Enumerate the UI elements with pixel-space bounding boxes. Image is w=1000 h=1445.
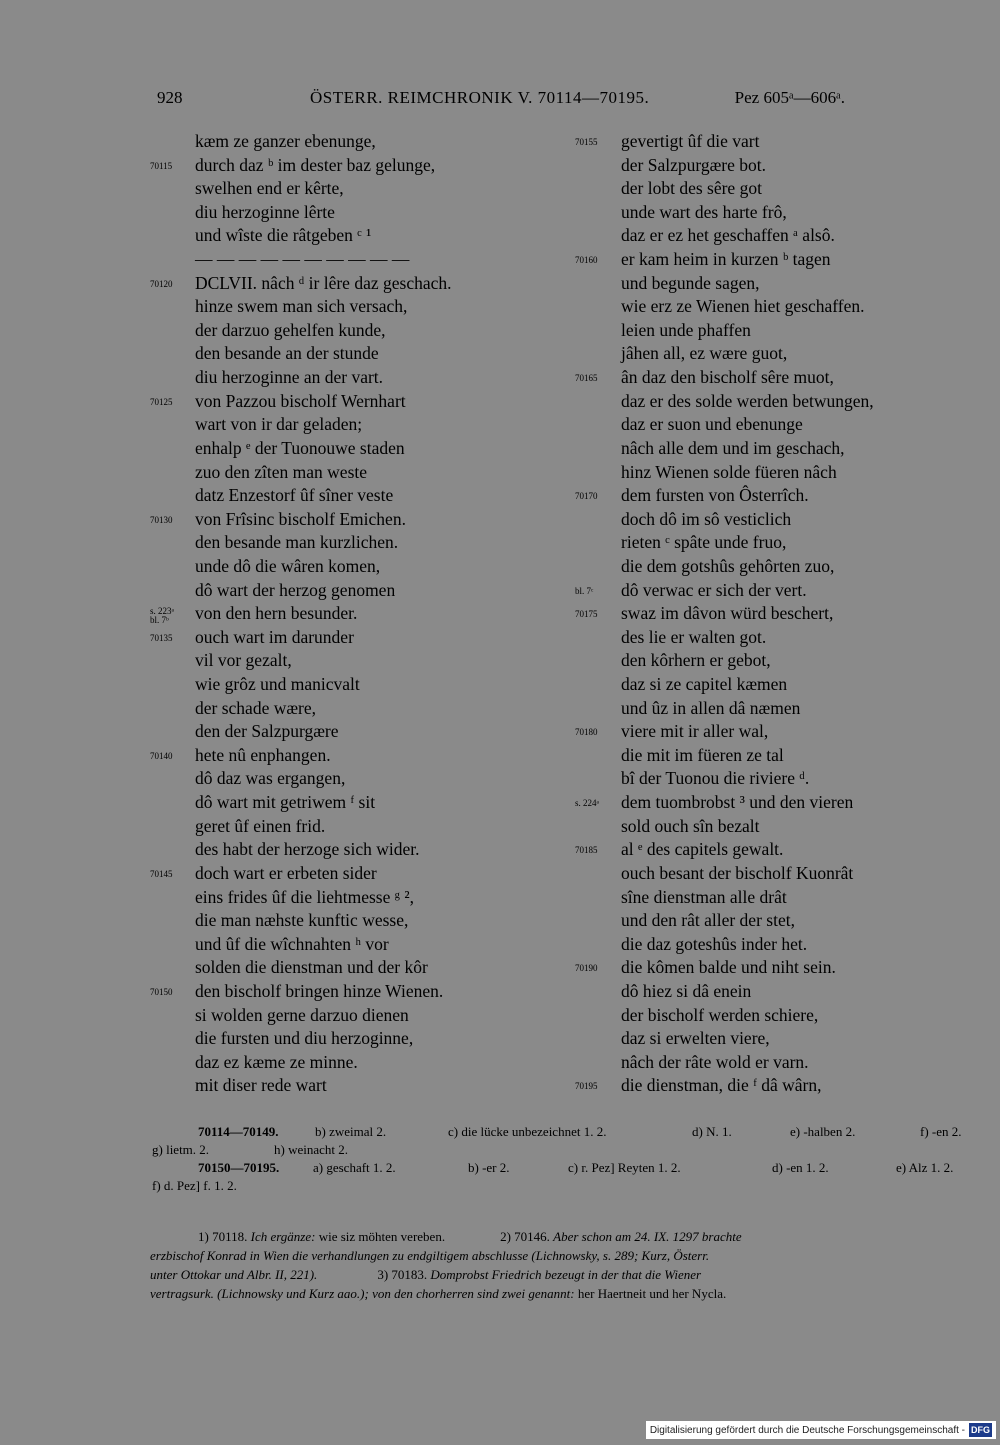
footer-text: Digitalisierung gefördert durch die Deutsche Forschungsgemeinschaft -	[649, 1425, 965, 1436]
line-number: 70185	[575, 845, 598, 856]
verse-text: — — — — — — — — — —	[195, 249, 410, 270]
verse-line	[575, 720, 995, 744]
verse-line	[575, 909, 995, 933]
verse-text: si wolden gerne darzuo dienen	[195, 1004, 409, 1025]
verse-text: die dem gotshûs gehôrten zuo,	[621, 555, 835, 576]
verse-line	[150, 319, 580, 343]
apparatus-row	[150, 1177, 980, 1195]
verse-text: und ûz in allen dâ næmen	[621, 697, 801, 718]
verse-text: wie erz ze Wienen hiet geschaffen.	[621, 296, 865, 317]
verse-text: dem tuombrobst ³ und den vieren	[621, 792, 854, 813]
apparatus-entry: e) Alz 1. 2.	[896, 1160, 954, 1175]
verse-text: bî der Tuonou die riviere ᵈ.	[621, 768, 810, 789]
verse-line	[575, 697, 995, 721]
verse-line	[575, 342, 995, 366]
apparatus-entry: d) N. 1.	[692, 1124, 732, 1139]
verse-line	[150, 390, 580, 414]
verse-line	[150, 413, 580, 437]
verse-line	[575, 602, 995, 626]
verse-text: daz er suon und ebenunge	[621, 414, 803, 435]
verse-line	[150, 342, 580, 366]
verse-line	[150, 484, 580, 508]
verse-line	[575, 531, 995, 555]
line-number: 70135	[150, 632, 173, 643]
verse-line	[575, 744, 995, 768]
verse-line	[150, 1074, 580, 1098]
verse-line	[150, 649, 580, 673]
verse-line	[150, 130, 580, 154]
verse-line	[150, 673, 580, 697]
pez-reference: Pez 605ᵃ—606ᵃ.	[734, 88, 845, 107]
footnotes	[150, 1227, 980, 1303]
apparatus-entry: c) r. Pez] Reyten 1. 2.	[568, 1160, 681, 1175]
verse-text: hete nû enphangen.	[195, 744, 331, 765]
apparatus-entry: f) -en 2.	[920, 1124, 962, 1139]
verse-line	[575, 319, 995, 343]
verse-text: unde dô die wâren komen,	[195, 555, 381, 576]
verse-text: dô wart mit getriwem ᶠ sit	[195, 792, 376, 813]
verse-text: vil vor gezalt,	[195, 650, 292, 671]
verse-text: daz si ze capitel kæmen	[621, 674, 788, 695]
line-number: s. 224ᵃ	[575, 798, 599, 809]
line-number: 70165	[575, 373, 598, 384]
verse-text: dô daz was ergangen,	[195, 768, 346, 789]
verse-text: ouch wart im darunder	[195, 626, 354, 647]
critical-apparatus	[150, 1123, 980, 1195]
footnote-line: vertragsurk. (Lichnowsky und Kurz aao.); von den chorherren sind zwei genannt: her Haertneit und her Nycla.	[150, 1286, 727, 1301]
verse-text: der schade wære,	[195, 697, 316, 718]
verse-line	[150, 248, 580, 272]
verse-line	[150, 461, 580, 485]
verse-line	[150, 933, 580, 957]
verse-line	[150, 437, 580, 461]
footnote-line: unter Ottokar und Albr. II, 221). 3) 70183. Domprobst Friedrich bezeugt in der that die Wiener	[150, 1267, 702, 1282]
verse-text: den der Salzpurgære	[195, 721, 339, 742]
verse-text: diu herzoginne an der vart.	[195, 367, 384, 388]
verse-line	[575, 201, 995, 225]
verse-text: rieten ᶜ spâte unde fruo,	[621, 532, 787, 553]
verse-text: zuo den zîten man weste	[195, 461, 368, 482]
apparatus-entry: a) geschaft 1. 2.	[313, 1160, 396, 1175]
verse-text: diu herzoginne lêrte	[195, 201, 335, 222]
verse-line	[150, 201, 580, 225]
verse-text: des lie er walten got.	[621, 626, 767, 647]
verse-text: hinze swem man sich versach,	[195, 296, 408, 317]
line-number: 70195	[575, 1081, 598, 1092]
verse-text: daz si erwelten viere,	[621, 1028, 770, 1049]
verse-text: dô hiez si dâ enein	[621, 980, 752, 1001]
verse-text: und ûf die wîchnahten ʰ vor	[195, 933, 389, 954]
verse-line	[150, 272, 580, 296]
apparatus-entry: d) -en 1. 2.	[772, 1160, 829, 1175]
verse-line	[150, 744, 580, 768]
verse-line	[575, 886, 995, 910]
verse-text: und den rât aller der stet,	[621, 910, 795, 931]
verse-line	[575, 437, 995, 461]
apparatus-entry: h) weinacht 2.	[274, 1142, 349, 1157]
verse-text: doch wart er erbeten sider	[195, 862, 377, 883]
verse-line	[150, 720, 580, 744]
verse-line	[150, 224, 580, 248]
verse-line	[575, 767, 995, 791]
verse-line	[150, 886, 580, 910]
verse-text: der darzuo gehelfen kunde,	[195, 319, 386, 340]
verse-line	[575, 366, 995, 390]
verse-line	[575, 1051, 995, 1075]
verse-text: daz er ez het geschaffen ᵃ alsô.	[621, 225, 835, 246]
dfg-funding-footer	[646, 1421, 996, 1439]
verse-text: wart von ir dar geladen;	[195, 414, 363, 435]
verse-line	[575, 295, 995, 319]
verse-text: den kôrhern er gebot,	[621, 650, 771, 671]
verse-text: den besande an der stunde	[195, 343, 379, 364]
line-number: 70120	[150, 278, 173, 289]
verse-line	[575, 815, 995, 839]
verse-text: daz er des solde werden betwungen,	[621, 390, 874, 411]
verse-line	[575, 673, 995, 697]
page-header	[155, 88, 845, 112]
verse-text: eins frides ûf die liehtmesse ᵍ ²,	[195, 886, 414, 907]
apparatus-row	[150, 1141, 980, 1159]
verse-text: ân daz den bischolf sêre muot,	[621, 367, 834, 388]
verse-text: enhalp ᵉ der Tuonouwe staden	[195, 437, 405, 458]
line-number: 70190	[575, 963, 598, 974]
verse-text: gevertigt ûf die vart	[621, 131, 760, 151]
verse-text: leien unde phaffen	[621, 319, 751, 340]
verse-line	[575, 1004, 995, 1028]
verse-text: von Pazzou bischolf Wernhart	[195, 390, 406, 411]
verse-line	[150, 508, 580, 532]
verse-line	[150, 1051, 580, 1075]
verse-line	[575, 248, 995, 272]
apparatus-range: 70114—70149.	[198, 1124, 279, 1139]
line-number: 70150	[150, 986, 173, 997]
verse-line	[150, 295, 580, 319]
line-number: 70145	[150, 868, 173, 879]
verse-line	[575, 1027, 995, 1051]
verse-line	[575, 1074, 995, 1098]
verse-line	[575, 224, 995, 248]
verse-line	[150, 366, 580, 390]
verse-line	[575, 272, 995, 296]
verse-text: und wîste die râtgeben ᶜ ¹	[195, 225, 372, 246]
line-number: 70175	[575, 609, 598, 620]
line-number: 70180	[575, 727, 598, 738]
verse-line	[150, 1027, 580, 1051]
verse-line	[150, 980, 580, 1004]
apparatus-row	[150, 1159, 980, 1177]
line-number: 70130	[150, 514, 173, 525]
line-number: 70155	[575, 137, 598, 147]
verse-line	[575, 626, 995, 650]
verse-text: von den hern besunder.	[195, 603, 358, 624]
verse-text: er kam heim in kurzen ᵇ tagen	[621, 249, 831, 270]
line-number: s. 223ᵃ bl. 7ᵇ	[150, 606, 174, 626]
verse-line	[150, 956, 580, 980]
verse-text: hinz Wienen solde füeren nâch	[621, 461, 837, 482]
verse-line	[575, 579, 995, 603]
verse-text: die mit im füeren ze tal	[621, 744, 784, 765]
verse-line	[150, 697, 580, 721]
apparatus-entry: c) die lücke unbezeichnet 1. 2.	[448, 1124, 607, 1139]
verse-text: der lobt des sêre got	[621, 178, 762, 199]
verse-text: die fursten und diu herzoginne,	[195, 1028, 414, 1049]
right-verse-column	[575, 130, 995, 1098]
dfg-logo: DFG	[971, 1425, 990, 1435]
verse-text: sîne dienstman alle drât	[621, 886, 787, 907]
verse-text: kæm ze ganzer ebenunge,	[195, 131, 376, 151]
verse-line	[575, 956, 995, 980]
verse-line	[575, 862, 995, 886]
verse-line	[150, 815, 580, 839]
verse-line	[150, 767, 580, 791]
verse-text: dô verwac er sich der vert.	[621, 579, 807, 600]
page-number: 928	[157, 88, 183, 107]
verse-text: den besande man kurzlichen.	[195, 532, 399, 553]
verse-text: den bischolf bringen hinze Wienen.	[195, 980, 444, 1001]
apparatus-row	[150, 1123, 980, 1141]
verse-line	[575, 791, 995, 815]
verse-text: DCLVII. nâch ᵈ ir lêre daz geschach.	[195, 272, 452, 293]
apparatus-entry: g) lietm. 2.	[152, 1142, 210, 1157]
verse-text: swelhen end er kêrte,	[195, 178, 344, 199]
verse-line	[575, 484, 995, 508]
apparatus-range: 70150—70195.	[198, 1160, 280, 1175]
apparatus-entry: b) -er 2.	[468, 1160, 510, 1175]
verse-text: swaz im dâvon würd beschert,	[621, 603, 834, 624]
line-number: 70125	[150, 396, 173, 407]
verse-text: mit diser rede wart	[195, 1075, 327, 1096]
line-number: 70115	[150, 160, 173, 171]
verse-line	[575, 177, 995, 201]
verse-line	[575, 154, 995, 178]
verse-line	[150, 177, 580, 201]
footnote-line: erzbischof Konrad in Wien die verhandlungen zu endgiltigem abschlusse (Lichnowsky, s. 289; Kurz, Österr.	[150, 1248, 710, 1263]
verse-text: ouch besant der bischolf Kuonrât	[621, 862, 854, 883]
verse-text: doch dô im sô vesticlich	[621, 508, 792, 529]
left-verse-column	[150, 130, 580, 1098]
verse-text: die daz goteshûs inder het.	[621, 933, 808, 954]
verse-text: von Frîsinc bischolf Emichen.	[195, 508, 406, 529]
verse-line	[150, 555, 580, 579]
verse-text: geret ûf einen frid.	[195, 815, 326, 836]
verse-text: nâch alle dem und im geschach,	[621, 437, 845, 458]
verse-text: die kômen balde und niht sein.	[621, 957, 836, 978]
verse-line	[150, 602, 580, 626]
verse-line	[150, 791, 580, 815]
verse-line	[575, 838, 995, 862]
line-number: 70160	[575, 255, 598, 266]
verse-line	[575, 933, 995, 957]
verse-line	[150, 1004, 580, 1028]
verse-line	[150, 909, 580, 933]
verse-text: viere mit ir aller wal,	[621, 721, 769, 742]
verse-text: der bischolf werden schiere,	[621, 1004, 819, 1025]
verse-line	[150, 154, 580, 178]
verse-line	[150, 579, 580, 603]
verse-text: des habt der herzoge sich wider.	[195, 839, 420, 860]
verse-text: solden die dienstman und der kôr	[195, 957, 428, 978]
verse-line	[575, 555, 995, 579]
verse-text: datz Enzestorf ûf sîner veste	[195, 485, 394, 506]
verse-text: und begunde sagen,	[621, 272, 760, 293]
verse-text: dô wart der herzog genomen	[195, 579, 396, 600]
line-number: 70140	[150, 750, 173, 761]
verse-text: dem fursten von Ôsterrîch.	[621, 485, 809, 506]
verse-text: daz ez kæme ze minne.	[195, 1051, 358, 1072]
verse-text: wie grôz und manicvalt	[195, 674, 360, 695]
verse-line	[575, 390, 995, 414]
verse-text: unde wart des harte frô,	[621, 201, 787, 222]
verse-text: nâch der râte wold er varn.	[621, 1051, 809, 1072]
apparatus-entry: b) zweimal 2.	[315, 1124, 387, 1139]
verse-line	[575, 413, 995, 437]
footnote-line: 1) 70118. Ich ergänze: wie siz möhten vereben. 2) 70146. Aber schon am 24. IX. 1297 brachte	[198, 1229, 742, 1244]
verse-line	[150, 838, 580, 862]
verse-text: jâhen all, ez wære guot,	[621, 343, 788, 364]
verse-line	[575, 980, 995, 1004]
line-number: 70170	[575, 491, 598, 502]
verse-line	[575, 130, 995, 154]
verse-line	[150, 862, 580, 886]
verse-line	[575, 508, 995, 532]
verse-text: der Salzpurgære bot.	[621, 154, 766, 175]
verse-text: durch daz ᵇ im dester baz gelunge,	[195, 154, 436, 175]
verse-text: al ᵉ des capitels gewalt.	[621, 839, 784, 860]
verse-line	[575, 461, 995, 485]
verse-text: sold ouch sîn bezalt	[621, 815, 760, 836]
line-number: bl. 7ᶜ	[575, 585, 594, 596]
apparatus-entry: f) d. Pez] f. 1. 2.	[152, 1178, 237, 1193]
apparatus-entry: e) -halben 2.	[790, 1124, 856, 1139]
running-title: ÖSTERR. REIMCHRONIK V. 70114—70195.	[310, 88, 650, 107]
verse-line	[575, 649, 995, 673]
verse-text: die man næhste kunftic wesse,	[195, 910, 409, 931]
verse-line	[150, 531, 580, 555]
verse-text: die dienstman, die ᶠ dâ wârn,	[621, 1075, 822, 1096]
verse-line	[150, 626, 580, 650]
